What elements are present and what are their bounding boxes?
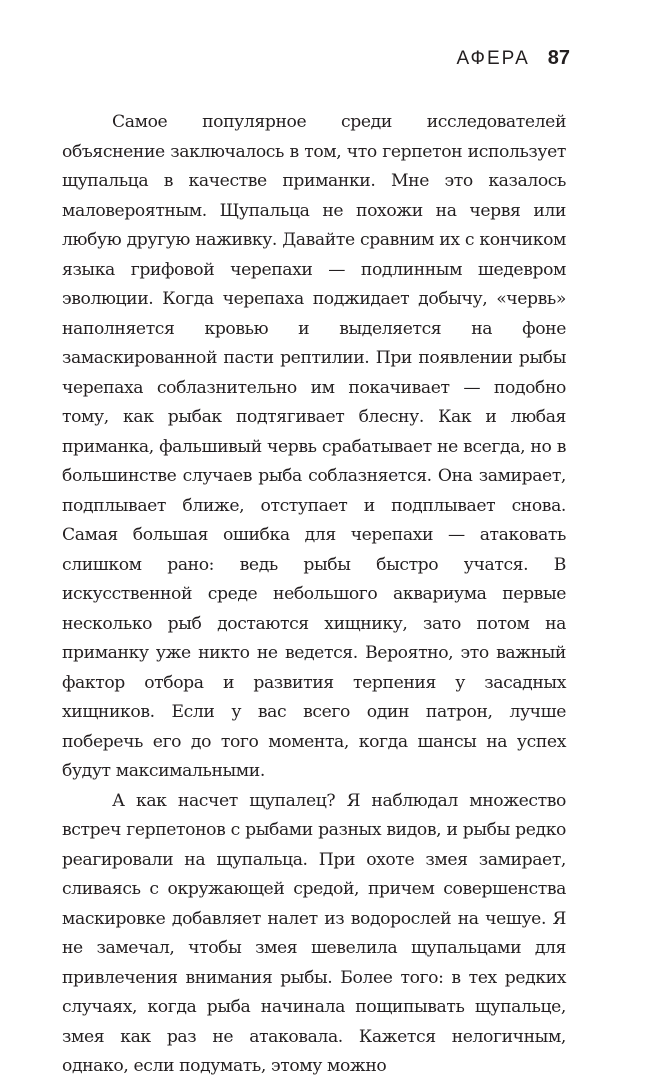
paragraph: Самое популярное среди исследователей объяснение заключалось в том, что герпетон использует щупальца в качестве приманки. Мне это казалось маловероятным. Щупальца не похожи на червя или любую другую наживку. Давайте сравним их с кончиком языка грифовой черепахи — подлинным шедевром эволюции. Когда черепаха поджидает добычу, «червь» наполняется кровью и выделяется на фоне замаскированной пасти рептилии. При появлении рыбы черепаха соблазнительно им покачивает — подобно тому, как рыбак подтягивает блесну. Как и любая приманка, фальшивый червь срабатывает не всегда, но в большинстве случаев рыба соблазняется. Она замирает, подплывает ближе, отступает и подплывает снова. Самая большая ошибка для черепахи — атаковать слишком рано: ведь рыбы быстро учатся. В искусственной среде небольшого аквариума первые несколько рыб достаются хищнику, зато потом на приманку уже никто не ведется. Вероятно, это важный фактор отбора и развития терпения у засадных хищников. Если у вас всего один патрон, лучше поберечь его до того момента, когда шансы на успех будут максимальными. (62, 112, 566, 781)
running-header (457, 47, 570, 70)
running-title: АФЕРА (456, 48, 530, 69)
body-text (62, 108, 566, 1082)
page-number: 87 (547, 47, 570, 69)
paragraph: А как насчет щупалец? Я наблюдал множество встреч герпетонов с рыбами разных видов, и рыбы редко реагировали на щупальца. При охоте змея замирает, сливаясь с окружающей средой, причем совершенства маскировке добавляет налет из водорослей на чешуе. Я не замечал, чтобы змея шевелила щупальцами для привлечения внимания рыбы. Более того: в тех редких случаях, когда рыба начинала пощипывать щупальце, змея как раз не атаковала. Кажется нелогичным, однако, если подумать, этому можно (62, 790, 566, 1076)
